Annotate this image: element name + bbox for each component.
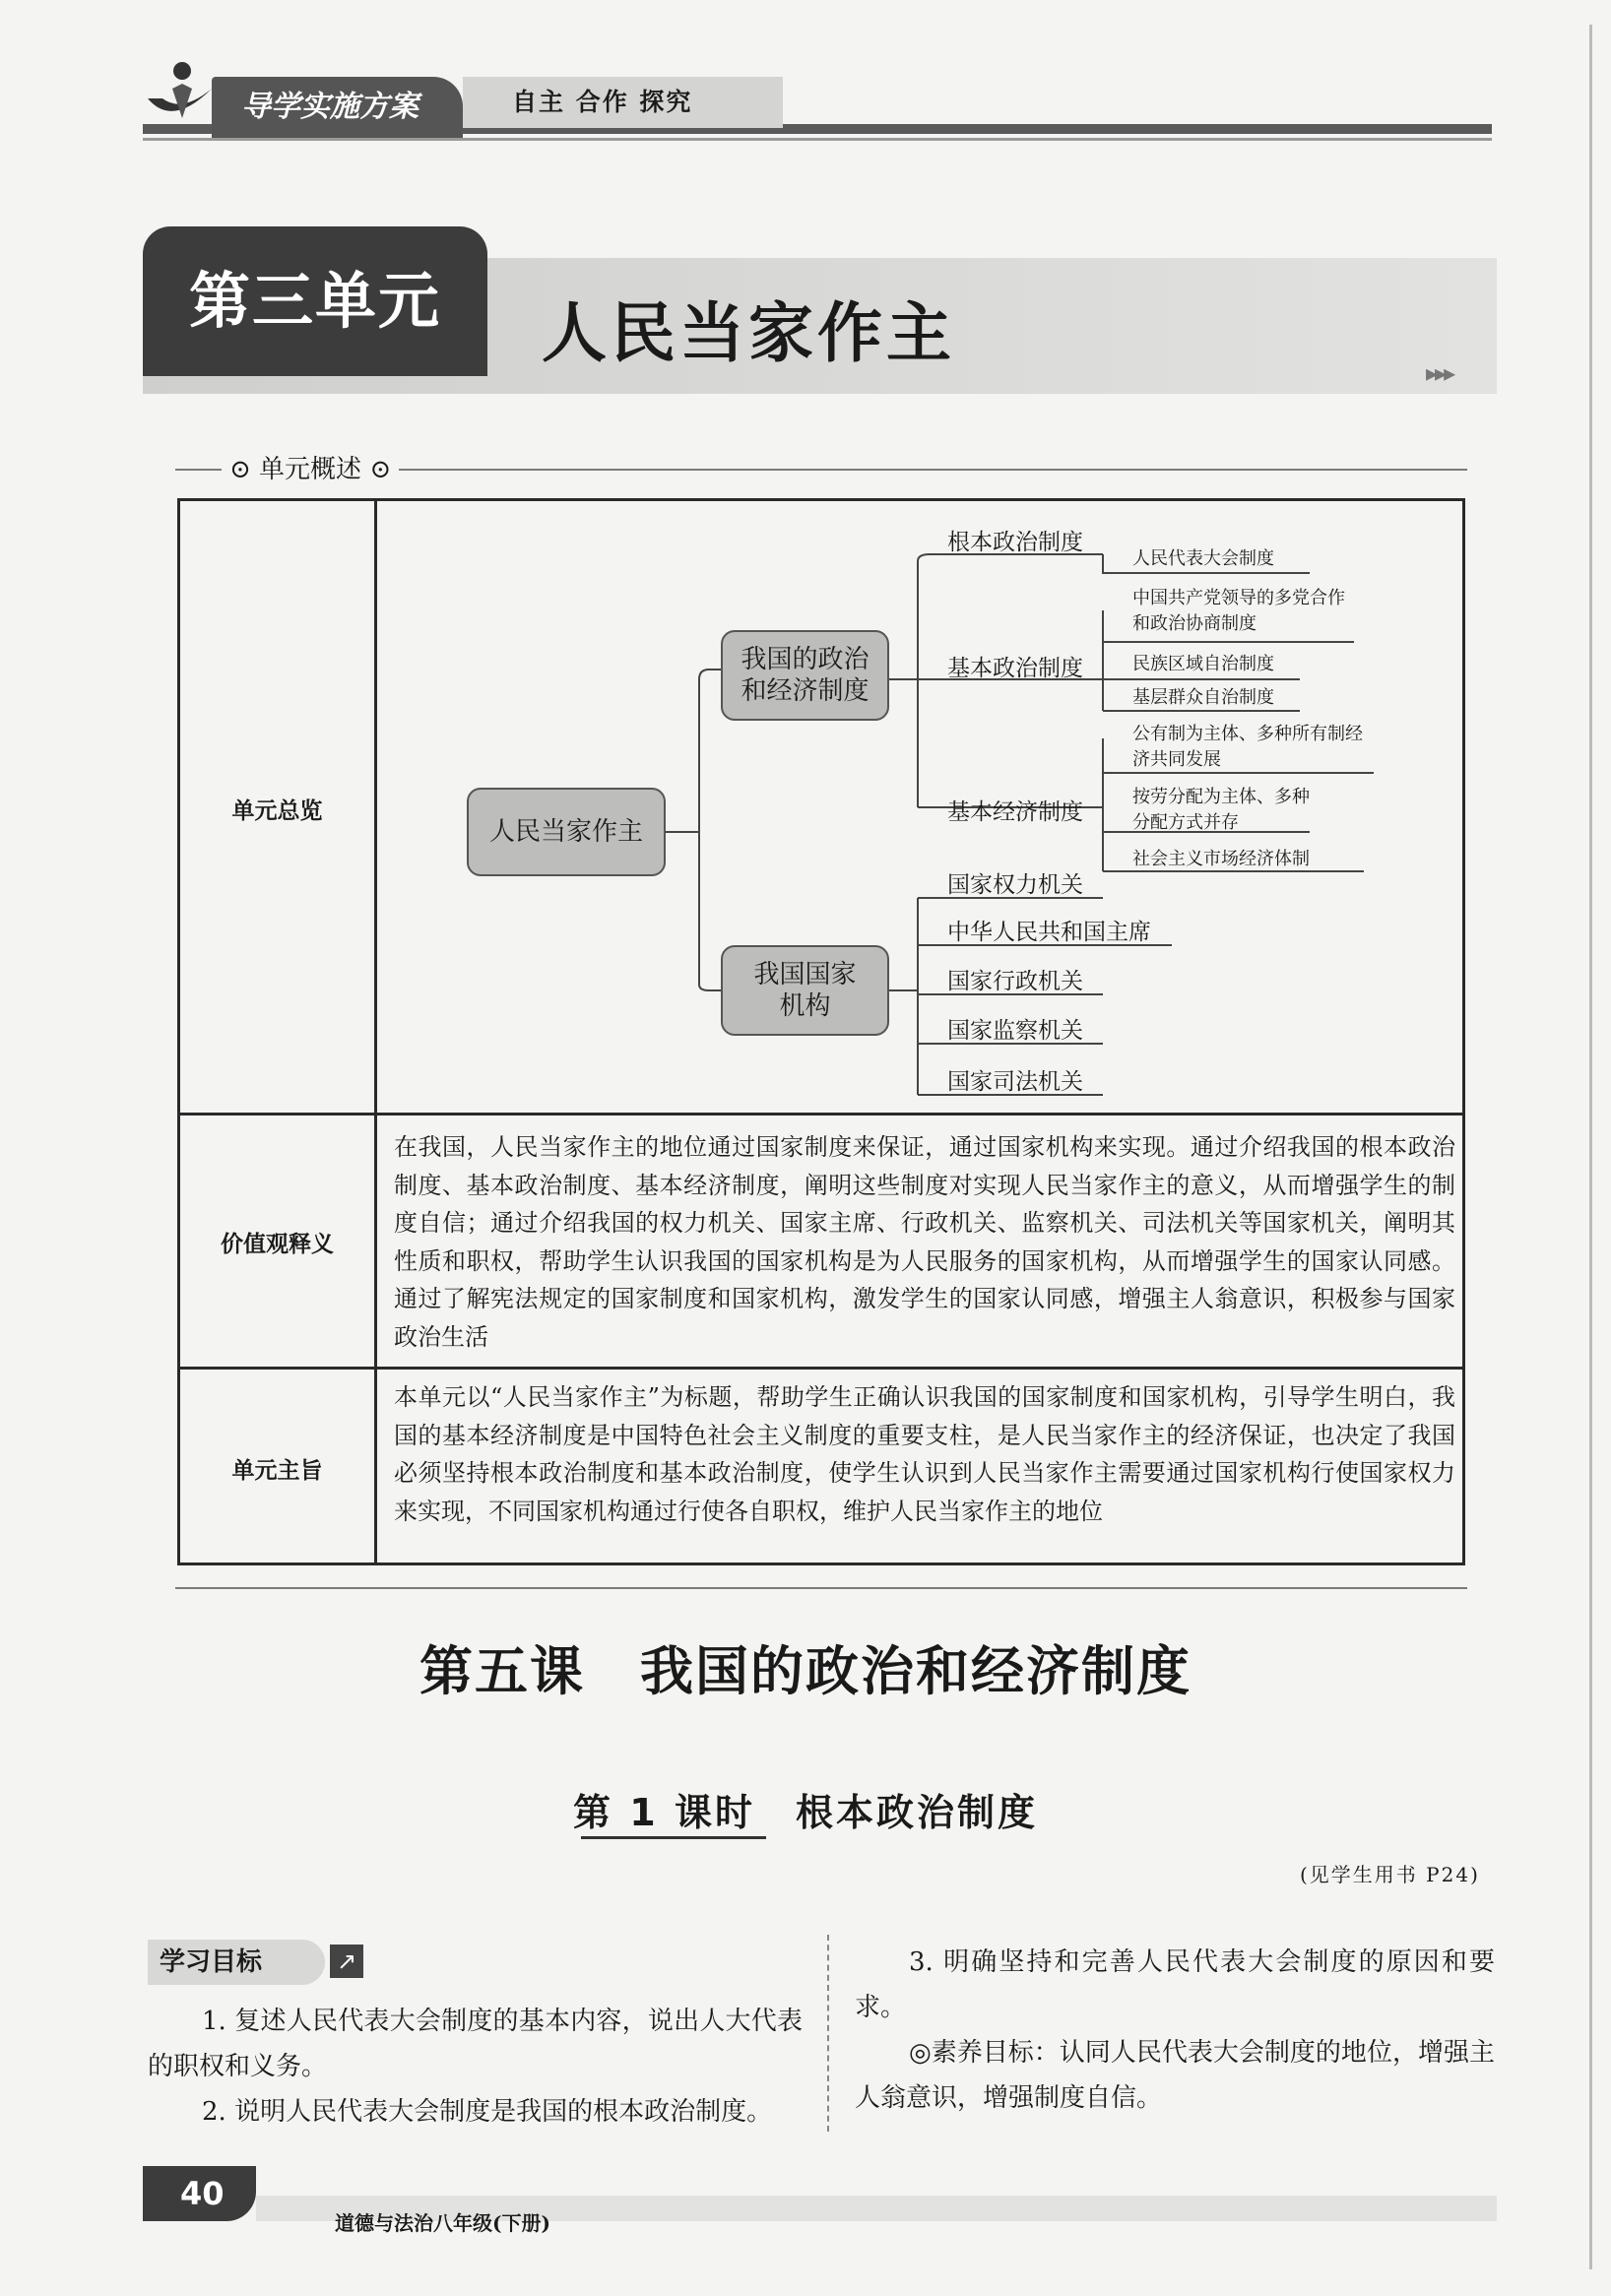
- lesson-title: 第五课 我国的政治和经济制度: [419, 1639, 1192, 1702]
- label-fundamental-political: 根本政治制度: [947, 530, 1083, 555]
- row-label-summary: 单元总览: [231, 798, 323, 824]
- arrow-icon: ↗: [330, 1945, 363, 1978]
- header-banner: 导学实施方案: [212, 77, 463, 138]
- purpose-text: 本单元以“人民当家作主”为标题，帮助学生正确认识我国的国家制度和国家机构，引导学生明白，我国的基本经济制度是中国特色社会主义制度的重要支柱，是人民当家作主的经济保证，也决定了我国必须坚持根本政治制度和基本政治制度，使学生认识到人民当家作主需要通过国家机构行使国家权力来实现，不同国家机构通过行使各自职权，维护人民当家作主的地位: [394, 1383, 1455, 1525]
- label-organ: 国家行政机关: [947, 969, 1083, 994]
- label-organ: 国家司法机关: [947, 1069, 1083, 1095]
- label-market: 社会主义市场经济体制: [1132, 849, 1310, 869]
- goal-2: 2. 说明人民代表大会制度是我国的根本政治制度。: [202, 2097, 773, 2127]
- mindmap-root: 人民当家作主: [467, 788, 666, 876]
- row-label-values: 价值观释义: [221, 1232, 334, 1257]
- arrows-icon: ▸▸▸: [1426, 359, 1453, 387]
- goal-1: 1. 复述人民代表大会制度的基本内容，说出人大代表的职权和义务。: [148, 2007, 803, 2081]
- label-distribution: 按劳分配为主体、多种分配方式并存: [1132, 787, 1310, 833]
- period-underline: [581, 1836, 766, 1839]
- label-basic-political: 基本政治制度: [947, 656, 1083, 681]
- label-grassroots: 基层群众自治制度: [1132, 687, 1274, 708]
- mindmap-branch-systems: 我国的政治和经济制度: [721, 630, 889, 721]
- section-bottom-rule: [175, 1587, 1467, 1589]
- label-npc: 人民代表大会制度: [1132, 548, 1274, 569]
- reference-note: (见学生用书 P24): [1300, 1863, 1480, 1886]
- header-tabs: 自主 合作 探究: [463, 77, 783, 128]
- row-label-purpose: 单元主旨: [231, 1458, 323, 1484]
- label-organ: 国家权力机关: [947, 872, 1083, 898]
- label-ownership: 公有制为主体、多种所有制经济共同发展: [1132, 724, 1363, 770]
- unit-label: 第三单元: [143, 226, 487, 376]
- label-organ: 中华人民共和国主席: [947, 920, 1151, 945]
- period-title: 第 1 课时 根本政治制度: [573, 1791, 1038, 1834]
- book-title: 道德与法治八年级(下册): [335, 2211, 550, 2235]
- label-cpc-cooperation: 中国共产党领导的多党合作和政治协商制度: [1132, 588, 1345, 634]
- goal-4: ◎素养目标：认同人民代表大会制度的地位，增强主人翁意识，增强制度自信。: [855, 2038, 1495, 2113]
- mindmap-branch-organs: 我国国家机构: [721, 945, 889, 1036]
- page-number: 40: [143, 2166, 256, 2221]
- goal-3: 3. 明确坚持和完善人民代表大会制度的原因和要求。: [855, 1947, 1495, 2022]
- label-basic-economic: 基本经济制度: [947, 799, 1083, 825]
- values-text: 在我国，人民当家作主的地位通过国家制度来保证，通过国家机构来实现。通过介绍我国的根本政治制度、基本政治制度、基本经济制度，阐明这些制度对实现人民当家作主的意义，从而增强学生的制度自信；通过介绍我国的权力机关、国家主席、行政机关、监察机关、司法机关等国家机关，阐明其性质和职权，帮助学生认识我国的国家机构是为人民服务的国家机构，从而增强学生的国家认同感。通过了解宪法规定的国家制度和国家机构，激发学生的国家认同感，增强主人翁意识，积极参与国家政治生活: [394, 1133, 1455, 1351]
- section-label: ⊙ 单元概述 ⊙: [222, 449, 399, 485]
- label-organ: 国家监察机关: [947, 1018, 1083, 1044]
- goals-tag: 学习目标: [148, 1940, 325, 1985]
- column-divider: [827, 1935, 829, 2132]
- label-ethnic-autonomy: 民族区域自治制度: [1132, 654, 1274, 674]
- unit-title: 人民当家作主: [542, 295, 955, 371]
